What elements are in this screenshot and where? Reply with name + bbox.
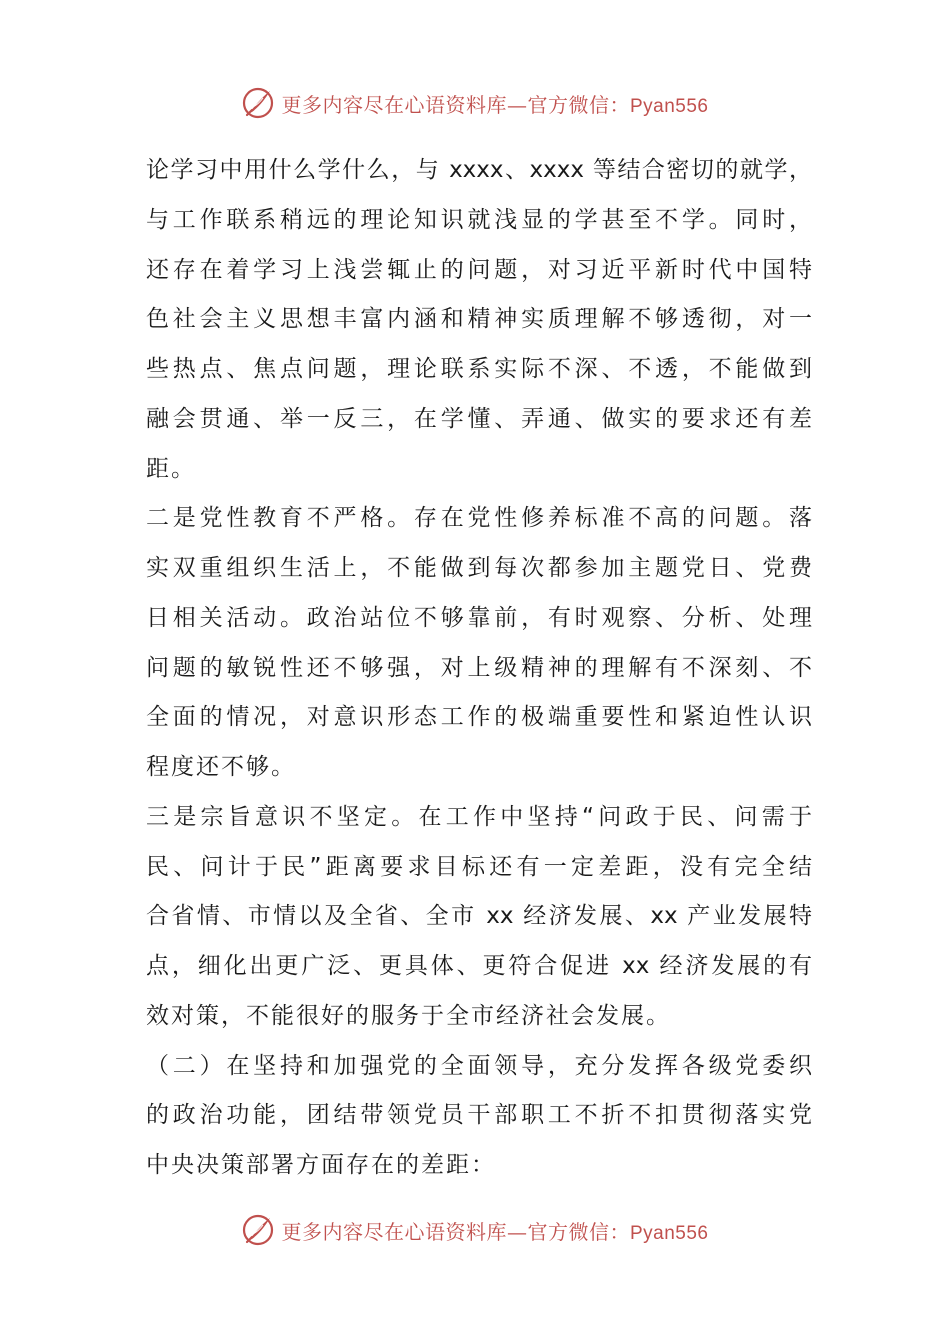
text-line: （二）在坚持和加强党的全面领导，充分发挥各级党委织 — [146, 1052, 812, 1079]
quill-pen-logo-icon — [241, 1213, 275, 1247]
text-line: 点，细化出更广泛、更具体、更符合促进 xx 经济发展的有 — [146, 953, 812, 979]
text-line: 程度还不够。 — [146, 754, 296, 780]
footer-watermark — [0, 1210, 950, 1250]
text-line: 与工作联系稍远的理论知识就浅显的学甚至不学。同时， — [146, 206, 812, 233]
text-line: 论学习中用什么学什么，与 xxxx、xxxx 等结合密切的就学， — [146, 157, 812, 183]
text-line: 问题的敏锐性还不够强，对上级精神的理解有不深刻、不 — [146, 654, 812, 681]
watermark-wechat-id: Pyan556 — [629, 95, 709, 117]
text-line: 效对策，不能很好的服务于全市经济社会发展。 — [146, 1002, 671, 1029]
text-line: 实双重组织生活上，不能做到每次都参加主题党日、党费 — [146, 555, 812, 581]
text-line: 民、问计于民”距离要求目标还有一定差距，没有完全结 — [146, 853, 812, 880]
text-line: 距。 — [146, 455, 196, 482]
header-watermark — [0, 83, 950, 123]
text-line: 还存在着学习上浅尝辄止的问题，对习近平新时代中国特 — [146, 256, 812, 283]
quill-pen-logo-icon — [241, 86, 275, 120]
text-line: 色社会主义思想丰富内涵和精神实质理解不够透彻，对一 — [146, 306, 812, 333]
document-body — [146, 146, 812, 1191]
text-line: 融会贯通、举一反三，在学懂、弄通、做实的要求还有差 — [146, 405, 812, 432]
text-line: 些热点、焦点问题，理论联系实际不深、不透，不能做到 — [146, 356, 812, 382]
text-line: 三是宗旨意识不坚定。在工作中坚持“问政于民、问需于 — [146, 803, 812, 830]
watermark-wechat-id: Pyan556 — [629, 1222, 709, 1244]
text-line: 二是党性教育不严格。存在党性修养标准不高的问题。落 — [146, 505, 812, 532]
text-line: 中央决策部署方面存在的差距： — [146, 1152, 496, 1178]
text-line: 全面的情况，对意识形态工作的极端重要性和紧迫性认识 — [146, 704, 812, 731]
text-line: 的政治功能，团结带领党员干部职工不折不扣贯彻落实党 — [146, 1102, 812, 1129]
watermark-text: 更多内容尽在心语资料库—官方微信：Pyan556 — [281, 92, 709, 117]
text-line: 合省情、市情以及全省、全市 xx 经济发展、xx 产业发展特 — [146, 903, 812, 930]
watermark-text: 更多内容尽在心语资料库—官方微信：Pyan556 — [281, 1219, 709, 1244]
text-line: 日相关活动。政治站位不够靠前，有时观察、分析、处理 — [146, 604, 812, 631]
